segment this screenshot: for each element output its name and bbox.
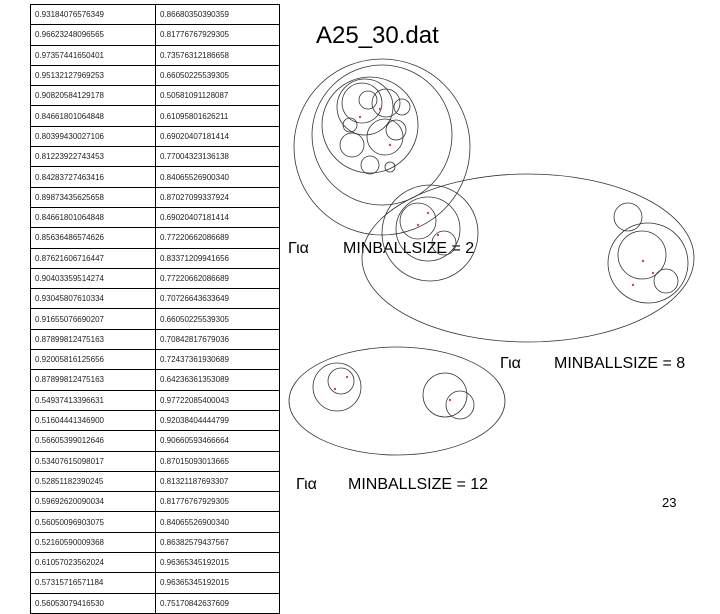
y-value-cell: 0.83371209941656	[156, 248, 280, 268]
x-value-cell: 0.92005816125656	[31, 350, 156, 370]
table-row	[31, 593, 280, 613]
table-row	[31, 228, 280, 248]
y-value-cell: 0.86382579437567	[156, 532, 280, 552]
x-value-cell: 0.87899812475163	[31, 370, 156, 390]
table-row	[31, 512, 280, 532]
label-prefix-3: Για	[296, 476, 317, 493]
table-row	[31, 553, 280, 573]
y-value-cell: 0.77220662086689	[156, 228, 280, 248]
table-row	[31, 329, 280, 349]
table-row	[31, 106, 280, 126]
y-value-cell: 0.84065526900340	[156, 167, 280, 187]
label-minballsize-2: MINBALLSIZE = 2	[343, 240, 475, 257]
label-minballsize-8: MINBALLSIZE = 8	[554, 355, 686, 372]
x-value-cell: 0.56050096903075	[31, 512, 156, 532]
y-value-cell: 0.66050225539305	[156, 65, 280, 85]
x-value-cell: 0.91655076690207	[31, 309, 156, 329]
x-value-cell: 0.93184076576349	[31, 5, 156, 25]
label-prefix-1: Για	[288, 240, 309, 257]
x-value-cell: 0.95132127969253	[31, 65, 156, 85]
y-value-cell: 0.86680350390359	[156, 5, 280, 25]
y-value-cell: 0.77004323136138	[156, 147, 280, 167]
table-row	[31, 410, 280, 430]
table-row	[31, 451, 280, 471]
x-value-cell: 0.93045807610334	[31, 289, 156, 309]
table-row	[31, 268, 280, 288]
x-value-cell: 0.54937413396631	[31, 390, 156, 410]
slide-title: A25_30.dat	[316, 22, 439, 49]
x-value-cell: 0.84283727463416	[31, 167, 156, 187]
table-row	[31, 350, 280, 370]
table-row	[31, 167, 280, 187]
table-row	[31, 126, 280, 146]
y-value-cell: 0.72437361930689	[156, 350, 280, 370]
y-value-cell: 0.90660593466664	[156, 431, 280, 451]
label-minballsize-12: MINBALLSIZE = 12	[348, 476, 489, 493]
table-row	[31, 86, 280, 106]
y-value-cell: 0.97722085400043	[156, 390, 280, 410]
x-value-cell: 0.56605399012646	[31, 431, 156, 451]
table-row	[31, 65, 280, 85]
table-row	[31, 289, 280, 309]
x-value-cell: 0.57315716571184	[31, 573, 156, 593]
y-value-cell: 0.70842817679036	[156, 329, 280, 349]
y-value-cell: 0.69020407181414	[156, 126, 280, 146]
y-value-cell: 0.64236361353089	[156, 370, 280, 390]
x-value-cell: 0.84661801064848	[31, 207, 156, 227]
table-row	[31, 207, 280, 227]
y-value-cell: 0.81321187693307	[156, 471, 280, 491]
x-value-cell: 0.53407615098017	[31, 451, 156, 471]
y-value-cell: 0.81776767929305	[156, 25, 280, 45]
ball-diagram-2	[358, 165, 698, 345]
y-value-cell: 0.75170842637609	[156, 593, 280, 613]
x-value-cell: 0.56053079416530	[31, 593, 156, 613]
x-value-cell: 0.52160590009368	[31, 532, 156, 552]
table-row	[31, 573, 280, 593]
y-value-cell: 0.70726643633649	[156, 289, 280, 309]
y-value-cell: 0.69020407181414	[156, 207, 280, 227]
table-row	[31, 45, 280, 65]
table-row	[31, 492, 280, 512]
x-value-cell: 0.96623248096565	[31, 25, 156, 45]
table-row	[31, 390, 280, 410]
y-value-cell: 0.87027099337924	[156, 187, 280, 207]
x-value-cell: 0.90820584129178	[31, 86, 156, 106]
x-value-cell: 0.61057023562024	[31, 553, 156, 573]
x-value-cell: 0.90403359514274	[31, 268, 156, 288]
x-value-cell: 0.80399430027106	[31, 126, 156, 146]
ball-diagram-3	[285, 345, 515, 475]
y-value-cell: 0.61095801626211	[156, 106, 280, 126]
x-value-cell: 0.87621606716447	[31, 248, 156, 268]
table-row	[31, 309, 280, 329]
y-value-cell: 0.77220662086689	[156, 268, 280, 288]
y-value-cell: 0.50581091128087	[156, 86, 280, 106]
y-value-cell: 0.81776767929305	[156, 492, 280, 512]
x-value-cell: 0.51604441346900	[31, 410, 156, 430]
y-value-cell: 0.84065526900340	[156, 512, 280, 532]
page-number: 23	[662, 495, 677, 510]
x-value-cell: 0.59692620090034	[31, 492, 156, 512]
table-row	[31, 370, 280, 390]
x-value-cell: 0.97357441650401	[31, 45, 156, 65]
x-value-cell: 0.81223922743453	[31, 147, 156, 167]
table-row	[31, 248, 280, 268]
table-row	[31, 147, 280, 167]
x-value-cell: 0.84661801064848	[31, 106, 156, 126]
y-value-cell: 0.92038404444799	[156, 410, 280, 430]
table-row	[31, 187, 280, 207]
y-value-cell: 0.66050225539305	[156, 309, 280, 329]
y-value-cell: 0.73576312186658	[156, 45, 280, 65]
x-value-cell: 0.87899812475163	[31, 329, 156, 349]
table-row	[31, 25, 280, 45]
y-value-cell: 0.96365345192015	[156, 553, 280, 573]
table-row	[31, 5, 280, 25]
x-value-cell: 0.89873435625658	[31, 187, 156, 207]
x-value-cell: 0.52851182390245	[31, 471, 156, 491]
coordinates-table	[30, 4, 280, 614]
table-row	[31, 532, 280, 552]
x-value-cell: 0.85636486574626	[31, 228, 156, 248]
label-prefix-2: Για	[500, 355, 521, 372]
y-value-cell: 0.87015093013665	[156, 451, 280, 471]
y-value-cell: 0.96365345192015	[156, 573, 280, 593]
table-row	[31, 471, 280, 491]
table-row	[31, 431, 280, 451]
